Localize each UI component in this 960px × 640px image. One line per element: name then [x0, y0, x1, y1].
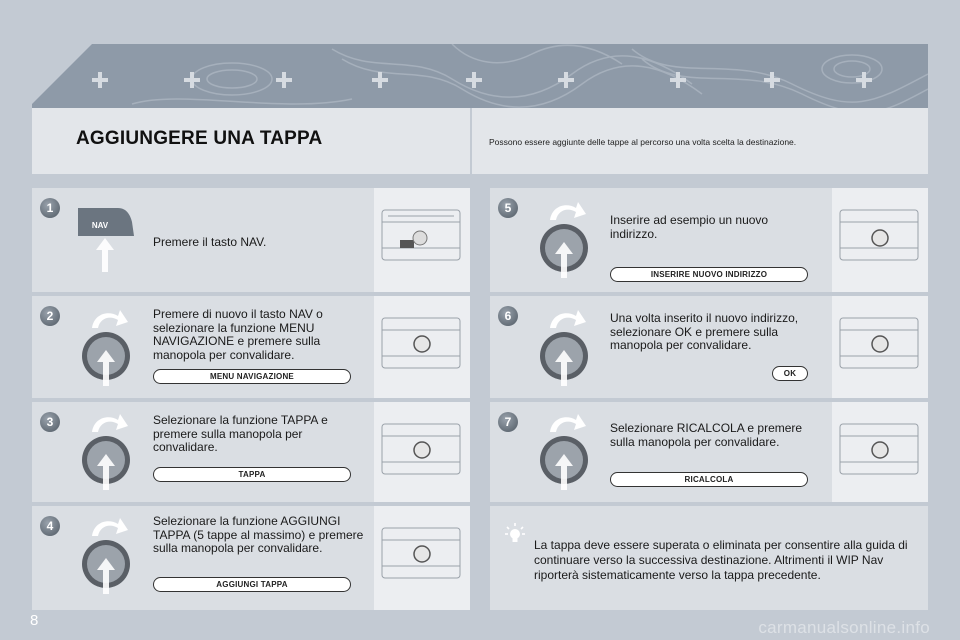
radio-panel-drawing: [374, 506, 470, 610]
step-text: Selezionare RICALCOLA e premere sulla manopola per convalidare.: [610, 421, 803, 449]
rotary-knob-icon: [536, 410, 600, 494]
radio-panel-drawing: [832, 188, 928, 292]
rotary-knob-icon: [536, 198, 600, 282]
nav-button-press-icon: [74, 206, 136, 274]
radio-panel-drawing: [374, 296, 470, 398]
step-text: Inserire ad esempio un nuovo indirizzo.: [610, 213, 769, 241]
lightbulb-icon: [504, 522, 526, 544]
rotary-knob-icon: [536, 306, 600, 390]
step-number-badge: 2: [40, 306, 60, 326]
watermark: carmanualsonline.info: [758, 618, 930, 637]
step-text: Premere di nuovo il tasto NAV o selezionare la funzione MENU NAVIGAZIONE e premere sulla manopola per convalidare.: [153, 307, 323, 362]
nav-button-label: NAV: [91, 221, 109, 230]
page-number: 8: [30, 612, 39, 629]
step-text: Selezionare la funzione TAPPA e premere sulla manopola per convalidare.: [153, 413, 328, 454]
rotary-knob-icon: [78, 410, 142, 494]
step-number-badge: 1: [40, 198, 60, 218]
step-number-badge: 3: [40, 412, 60, 432]
step-text: Selezionare la funzione AGGIUNGI TAPPA (5 tappe al massimo) e premere sulla manopola per convalidare.: [153, 514, 364, 555]
step-text: Premere il tasto NAV.: [153, 235, 267, 249]
page-title: AGGIUNGERE UNA TAPPA: [76, 128, 323, 149]
menu-option-label: AGGIUNGI TAPPA: [153, 577, 351, 592]
rotary-knob-icon: [78, 514, 142, 598]
menu-option-label: INSERIRE NUOVO INDIRIZZO: [610, 267, 808, 282]
step-number-badge: 5: [498, 198, 518, 218]
ok-option-label: OK: [772, 366, 808, 381]
step-number-badge: 4: [40, 516, 60, 536]
intro-text: Possono essere aggiunte delle tappe al percorso una volta scelta la destinazione.: [489, 137, 797, 147]
radio-panel-drawing: [832, 402, 928, 502]
radio-panel-drawing: [832, 296, 928, 398]
step-number-badge: 6: [498, 306, 518, 326]
menu-option-label: MENU NAVIGAZIONE: [153, 369, 351, 384]
rotary-knob-icon: [78, 306, 142, 390]
menu-option-label: TAPPA: [153, 467, 351, 482]
step-number-badge: 7: [498, 412, 518, 432]
tip-text: La tappa deve essere superata o eliminata per consentire alla guida di continuare verso la successiva destinazione. Altrimenti il WIP Nav riporterà sistematicamente verso la tappa precedente.: [534, 538, 908, 582]
menu-option-label: RICALCOLA: [610, 472, 808, 487]
step-text: Una volta inserito il nuovo indirizzo, selezionare OK e premere sulla manopola per convalidare.: [610, 311, 799, 352]
radio-panel-drawing: [374, 402, 470, 502]
radio-panel-drawing: [374, 188, 470, 292]
